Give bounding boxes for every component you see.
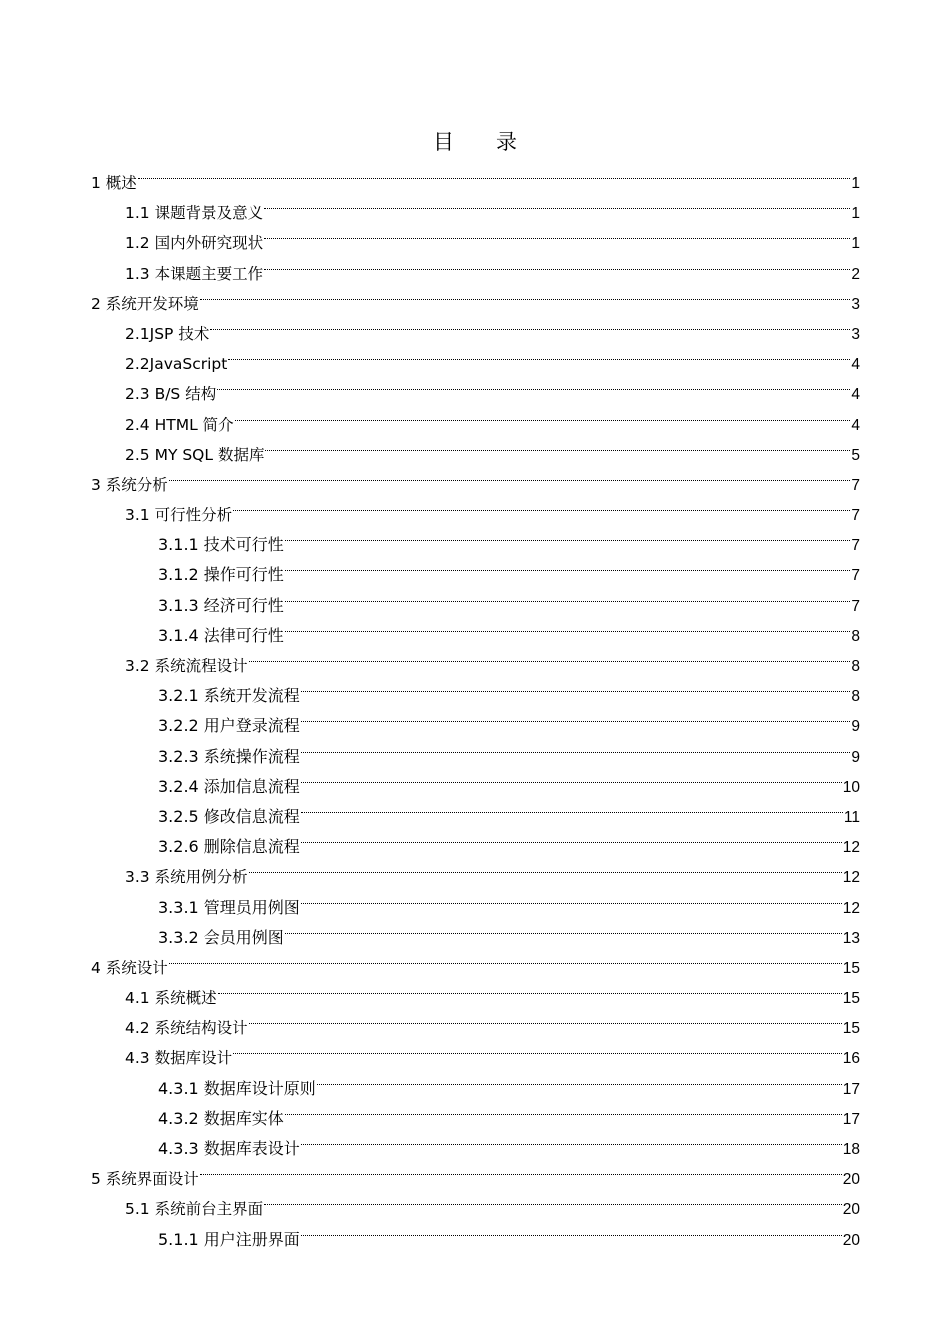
toc-entry-page-number: 15 [842,990,860,1008]
toc-entry-label: 5.1.1 用户注册界面 [158,1229,300,1249]
toc-dot-leader [264,188,850,218]
toc-entry-page-number: 17 [842,1110,860,1128]
toc-entry-page-number: 12 [842,839,860,857]
toc-dot-leader [285,1094,842,1124]
toc-entry-page-number: 9 [851,718,860,736]
toc-entry-label: 2.3 B/S 结构 [125,385,217,404]
toc-entry[interactable] [91,1154,860,1189]
toc-entry-page-number: 7 [851,507,860,525]
toc-entry-label: 4.1 系统概述 [125,989,217,1008]
toc-entry-label: 3.2 系统流程设计 [125,657,248,675]
toc-dot-leader [200,279,851,309]
toc-dot-leader [285,581,851,611]
toc-entry-label: 2 系统开发环境 [91,294,199,313]
toc-entry-page-number: 4 [851,386,860,404]
toc-entry-label: 5 系统界面设计 [91,1170,199,1189]
toc-dot-leader [233,490,850,520]
toc-entry-page-number: 15 [842,959,860,977]
toc-dot-leader [301,762,842,792]
toc-dot-leader [169,460,851,490]
toc-entry-page-number: 10 [842,778,860,796]
toc-entry-label: 4.3.1 数据库设计原则 [158,1078,316,1098]
toc-dot-leader [317,1064,842,1094]
toc-dot-leader [301,671,851,701]
toc-entry-label: 3.2.2 用户登录流程 [158,716,300,736]
toc-entry-page-number: 7 [851,476,860,494]
toc-entry-label: 1.2 国内外研究现状 [125,234,264,253]
toc-entry-page-number: 12 [842,899,860,917]
toc-entry[interactable] [91,460,860,494]
toc-dot-leader [249,1003,842,1033]
toc-entry[interactable] [91,943,860,977]
toc-dot-leader [249,852,842,882]
toc-entry[interactable] [91,973,860,1008]
toc-entry[interactable] [91,1184,860,1219]
toc-entry-label: 3.3 系统用例分析 [125,868,248,887]
toc-dot-leader [233,1033,842,1063]
toc-entry-page-number: 15 [842,1020,860,1038]
toc-entry-label: 3.2.3 系统操作流程 [158,746,300,766]
toc-entry-label: 4.2 系统结构设计 [125,1019,248,1038]
toc-dot-leader [301,883,842,913]
toc-entry-page-number: 13 [842,929,860,947]
toc-entry-label: 2.5 MY SQL 数据库 [125,445,265,464]
toc-entry-label: 3.1.3 经济可行性 [158,595,284,615]
toc-entry-page-number: 1 [851,235,860,253]
toc-entry-page-number: 5 [851,446,860,464]
toc-dot-leader [210,309,850,339]
toc-entry[interactable] [91,188,860,223]
toc-entry-label: 2.4 HTML 简介 [125,415,234,434]
toc-entry-page-number: 16 [842,1050,860,1068]
toc-dot-leader [264,218,850,248]
toc-entry-page-number: 2 [851,265,860,283]
toc-entry-label: 3.1.1 技术可行性 [158,535,284,555]
toc-entry[interactable] [91,309,860,343]
toc-entry-page-number: 20 [842,1201,860,1219]
toc-entry-label: 1 概述 [91,174,137,192]
toc-dot-leader [285,550,851,580]
toc-dot-leader [301,792,843,822]
toc-entry-label: 4.3.2 数据库实体 [158,1108,284,1128]
toc-entry-page-number: 9 [851,748,860,766]
toc-entry-label: 5.1 系统前台主界面 [125,1200,264,1219]
toc-list [91,158,860,1249]
toc-entry-label: 3 系统分析 [91,475,168,494]
toc-title: 目 录 [433,130,517,154]
toc-dot-leader [301,732,851,762]
toc-dot-leader [285,611,851,641]
toc-entry-page-number: 3 [851,295,860,313]
toc-entry-label: 2.1JSP 技术 [125,324,210,343]
toc-entry-page-number: 8 [851,658,860,675]
toc-dot-leader [264,249,850,279]
toc-entry-label: 2.2JavaScript [125,355,228,374]
toc-entry-label: 1.1 课题背景及意义 [125,204,264,223]
toc-dot-leader [285,913,842,943]
toc-dot-leader [169,943,842,973]
toc-entry-page-number: 18 [842,1141,860,1158]
toc-entry-label: 3.1.4 法律可行性 [158,625,284,645]
toc-dot-leader [249,641,851,671]
toc-entry-label: 4 系统设计 [91,958,168,977]
toc-dot-leader [218,973,842,1003]
toc-entry-label: 1.3 本课题主要工作 [125,264,264,283]
toc-entry-page-number: 11 [843,808,860,826]
toc-entry-page-number: 20 [842,1231,860,1249]
toc-dot-leader [138,158,851,188]
toc-entry-page-number: 12 [842,869,860,887]
toc-dot-leader [217,369,850,399]
toc-entry-page-number: 7 [851,567,860,585]
toc-entry-page-number: 20 [842,1171,860,1189]
toc-entry-label: 3.1.2 操作可行性 [158,565,284,585]
toc-entry-page-number: 8 [851,627,860,645]
toc-dot-leader [301,701,851,731]
toc-entry-label: 4.3.3 数据库表设计 [158,1139,300,1158]
toc-entry-page-number: 1 [851,175,860,192]
toc-entry-page-number: 8 [851,688,860,706]
toc-entry-label: 3.2.5 修改信息流程 [158,806,300,826]
toc-dot-leader [228,339,850,369]
toc-dot-leader [301,822,842,852]
toc-entry-label: 3.2.4 添加信息流程 [158,776,300,796]
toc-dot-leader [301,1215,842,1245]
toc-entry-page-number: 4 [851,416,860,434]
toc-dot-leader [301,1124,842,1154]
toc-dot-leader [265,430,850,460]
toc-entry-page-number: 7 [851,537,860,555]
toc-entry-page-number: 3 [851,325,860,343]
toc-entry-label: 4.3 数据库设计 [125,1049,233,1068]
toc-entry-page-number: 17 [842,1080,860,1098]
toc-entry[interactable] [91,158,860,192]
toc-dot-leader [285,520,851,550]
toc-dot-leader [200,1154,842,1184]
toc-entry-label: 3.2.1 系统开发流程 [158,686,300,706]
toc-entry-page-number: 1 [851,205,860,223]
toc-dot-leader [235,400,851,430]
toc-entry-label: 3.2.6 删除信息流程 [158,837,300,857]
toc-dot-leader [264,1184,842,1214]
toc-entry-page-number: 4 [851,356,860,374]
toc-entry-page-number: 7 [851,597,860,615]
toc-entry-label: 3.1 可行性分析 [125,506,233,525]
toc-entry-label: 3.3.1 管理员用例图 [158,897,300,917]
toc-entry-label: 3.3.2 会员用例图 [158,927,284,947]
toc-entry[interactable] [91,490,860,525]
toc-entry[interactable] [91,279,860,313]
